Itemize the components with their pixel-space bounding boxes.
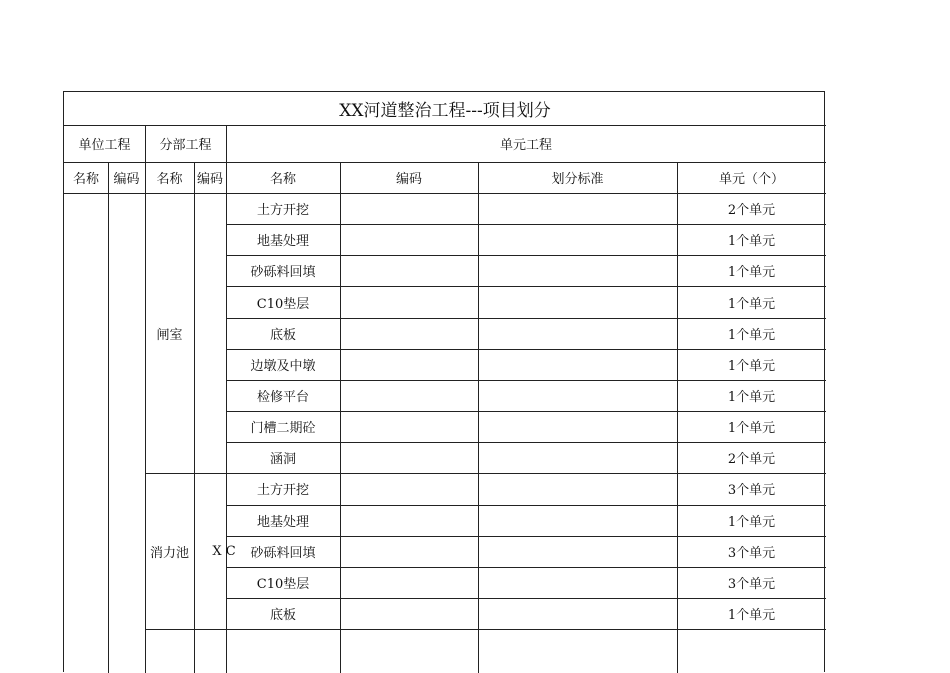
element-count: 3个单元 xyxy=(727,483,776,499)
division-code: X C xyxy=(212,543,236,559)
element-name: 底板 xyxy=(269,327,296,343)
element-count: 2个单元 xyxy=(727,203,776,219)
element-count: 2个单元 xyxy=(727,452,776,468)
header-division-project: 分部工程 xyxy=(159,138,212,153)
element-name: 检修平台 xyxy=(256,389,309,405)
header-division-standard: 划分标准 xyxy=(551,172,604,187)
element-name: 砂砾料回填 xyxy=(250,265,316,281)
header-unit-project: 单位工程 xyxy=(78,138,131,153)
element-name: 边墩及中墩 xyxy=(250,358,316,374)
element-count: 1个单元 xyxy=(727,327,776,343)
header-element-project: 单元工程 xyxy=(499,138,552,153)
division-name: 消力池 xyxy=(149,545,189,561)
group-line xyxy=(145,629,226,630)
element-name: 地基处理 xyxy=(256,514,309,530)
element-name: 地基处理 xyxy=(256,234,309,250)
element-name: 涵洞 xyxy=(269,452,296,468)
header-element-name: 名称 xyxy=(269,172,296,187)
division-name: 闸室 xyxy=(156,327,183,343)
element-count: 1个单元 xyxy=(727,358,776,374)
element-name: C10垫层 xyxy=(256,296,310,312)
element-name: 土方开挖 xyxy=(256,483,309,499)
element-count: 1个单元 xyxy=(727,389,776,405)
element-name: C10垫层 xyxy=(256,576,310,592)
element-count: 1个单元 xyxy=(727,265,776,281)
element-count: 1个单元 xyxy=(727,608,776,623)
element-name: 门槽二期砼 xyxy=(250,421,316,437)
element-count: 3个单元 xyxy=(727,576,776,592)
element-name: 砂砾料回填 xyxy=(250,545,316,561)
header-unit-count: 单元（个） xyxy=(718,172,784,187)
header-unit-code: 编码 xyxy=(113,172,140,187)
row-line xyxy=(226,629,826,630)
col-line xyxy=(340,162,341,673)
header-division-code: 编码 xyxy=(196,172,223,187)
col-line xyxy=(108,162,109,673)
element-name: 底板 xyxy=(269,608,296,623)
project-division-table xyxy=(63,91,825,672)
header-unit-name: 名称 xyxy=(72,172,99,187)
element-count: 1个单元 xyxy=(727,234,776,250)
table-title: XX河道整治工程---项目划分 xyxy=(339,101,551,121)
element-name: 土方开挖 xyxy=(256,203,309,219)
element-count: 1个单元 xyxy=(727,421,776,437)
element-count: 3个单元 xyxy=(727,545,776,561)
header-element-code: 编码 xyxy=(395,172,422,187)
col-line xyxy=(478,162,479,673)
element-count: 1个单元 xyxy=(727,296,776,312)
element-count: 1个单元 xyxy=(727,514,776,530)
header-division-name: 名称 xyxy=(156,172,183,187)
